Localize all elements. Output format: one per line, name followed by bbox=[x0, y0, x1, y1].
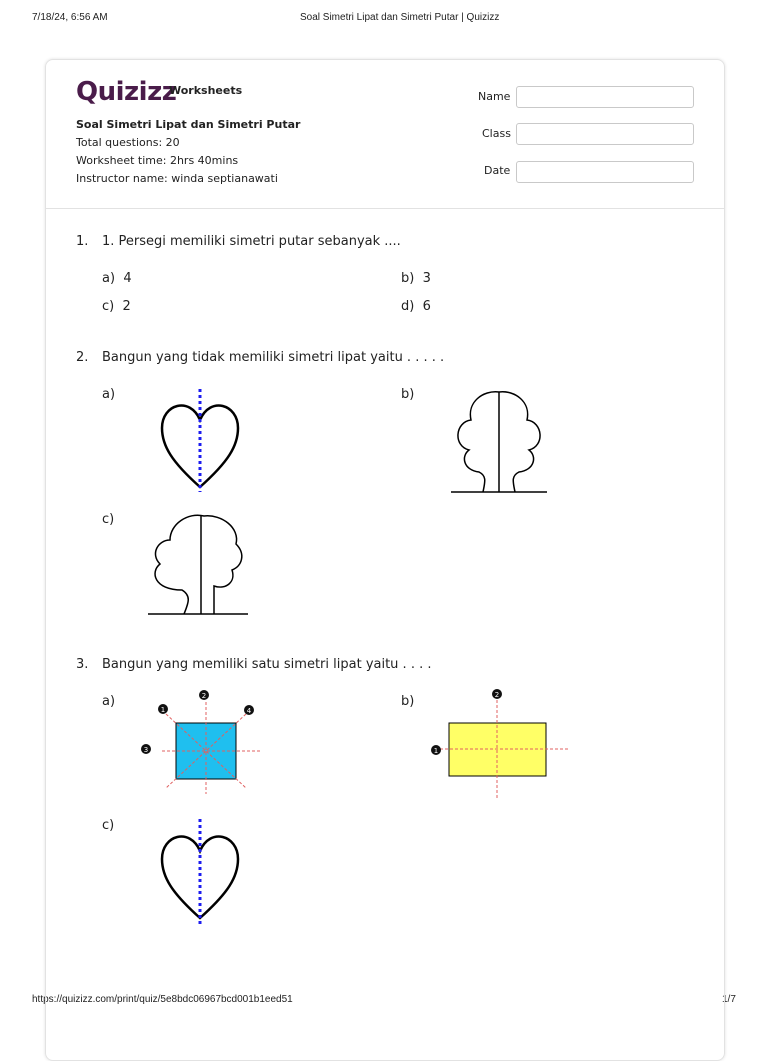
q3-option-c-label: c) bbox=[102, 818, 115, 833]
question-1-number: 1. bbox=[76, 234, 89, 249]
print-datetime: 7/18/24, 6:56 AM bbox=[32, 12, 108, 23]
svg-text:2: 2 bbox=[201, 692, 207, 700]
svg-text:1: 1 bbox=[160, 706, 166, 714]
total-questions: Total questions: 20 bbox=[76, 136, 180, 149]
tree-symmetric-figure bbox=[449, 382, 549, 496]
worksheets-label: Worksheets bbox=[169, 84, 243, 97]
print-page-title: Soal Simetri Lipat dan Simetri Putar | Quizizz bbox=[300, 12, 500, 23]
class-label: Class bbox=[482, 127, 511, 140]
question-3-text: Bangun yang memiliki satu simetri lipat yaitu . . . . bbox=[102, 657, 432, 672]
date-field[interactable] bbox=[516, 161, 694, 183]
svg-text:1: 1 bbox=[433, 747, 439, 755]
q1-option-a: a) 4 bbox=[102, 271, 132, 286]
svg-text:4: 4 bbox=[246, 707, 252, 715]
question-3-number: 3. bbox=[76, 657, 89, 672]
svg-text:3: 3 bbox=[143, 746, 149, 754]
class-field[interactable] bbox=[516, 123, 694, 145]
svg-text:2: 2 bbox=[494, 691, 500, 699]
square-figure bbox=[140, 688, 266, 794]
worksheet-time: Worksheet time: 2hrs 40mins bbox=[76, 154, 239, 167]
q1-option-c: c) 2 bbox=[102, 299, 131, 314]
heart-figure bbox=[150, 384, 246, 494]
q1-option-b: b) 3 bbox=[401, 271, 431, 286]
q3-option-b-label: b) bbox=[401, 694, 415, 709]
name-label: Name bbox=[478, 90, 511, 103]
rectangle-figure bbox=[426, 686, 572, 802]
header-divider bbox=[45, 208, 724, 209]
q3-option-a-label: a) bbox=[102, 694, 116, 709]
q1-option-d: d) 6 bbox=[401, 299, 431, 314]
question-2-number: 2. bbox=[76, 350, 89, 365]
name-field[interactable] bbox=[516, 86, 694, 108]
quizizz-logo: Quizizz bbox=[76, 77, 177, 107]
q2-option-a-label: a) bbox=[102, 387, 116, 402]
instructor-name: Instructor name: winda septianawati bbox=[76, 172, 278, 185]
print-page-number: 1/7 bbox=[722, 994, 736, 1005]
date-label: Date bbox=[484, 164, 511, 177]
q2-option-b-label: b) bbox=[401, 387, 415, 402]
print-url: https://quizizz.com/print/quiz/5e8bdc06967bcd001b1eed51 bbox=[32, 994, 293, 1005]
heart-figure-q3 bbox=[150, 814, 246, 926]
q2-option-c-label: c) bbox=[102, 512, 115, 527]
tree-asymmetric-figure bbox=[146, 510, 250, 618]
worksheet-title: Soal Simetri Lipat dan Simetri Putar bbox=[76, 118, 301, 131]
question-2-text: Bangun yang tidak memiliki simetri lipat yaitu . . . . . bbox=[102, 350, 445, 365]
question-1-text: 1. Persegi memiliki simetri putar sebanyak .... bbox=[102, 234, 401, 249]
